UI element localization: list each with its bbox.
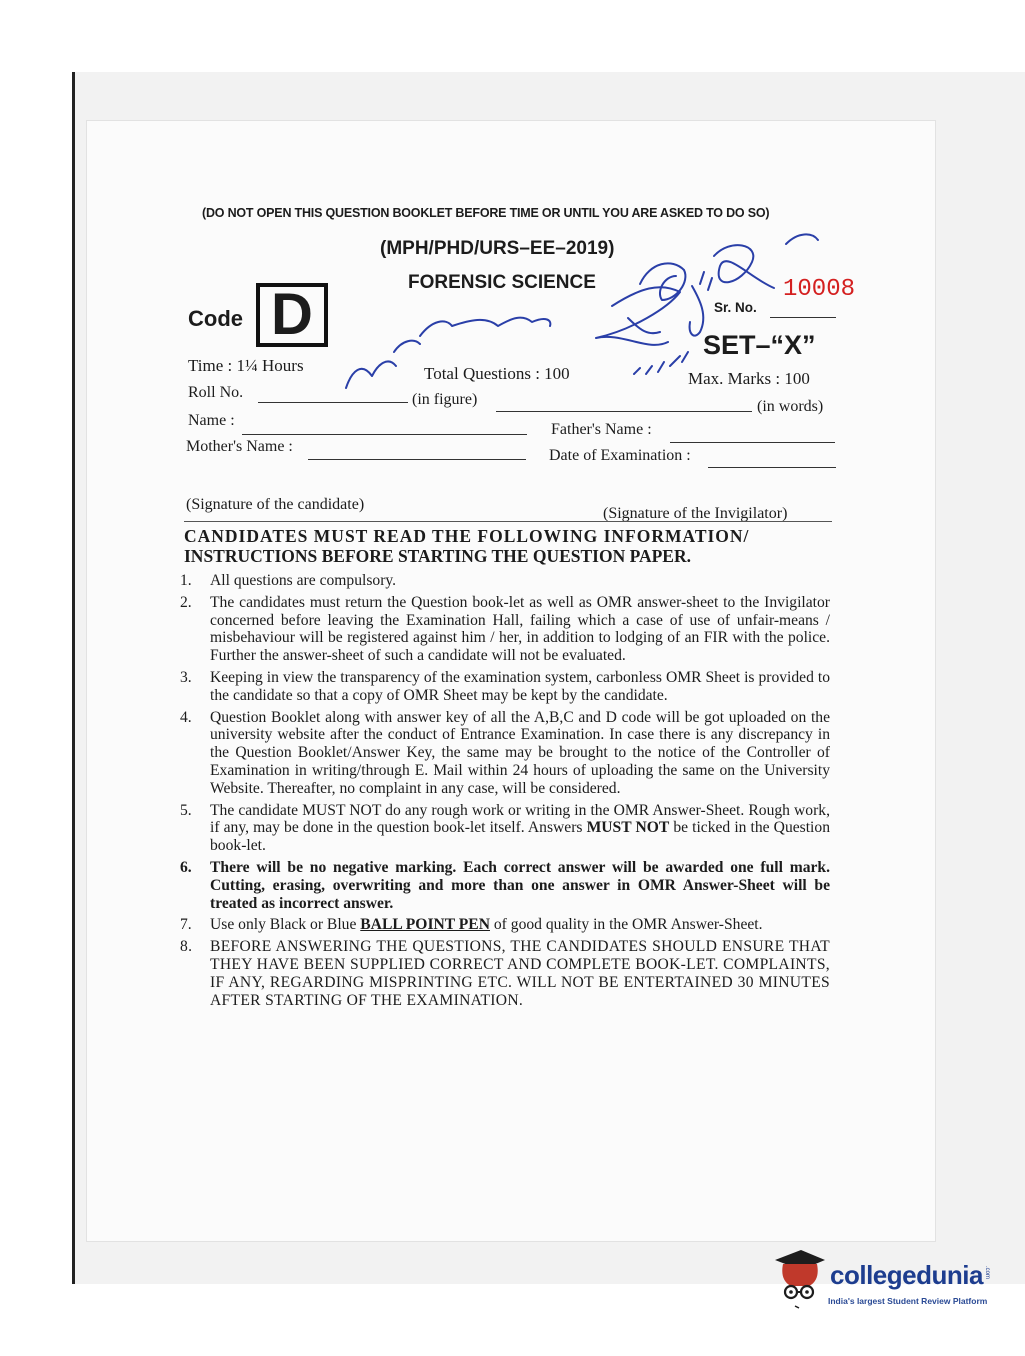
exam-title: (MPH/PHD/URS–EE–2019) [380,238,615,259]
brand-domain: .com [984,1266,990,1280]
time-label: Time : 1¼ Hours [188,356,304,375]
fathers-name-label: Father's Name : [551,421,652,438]
set-label: SET–“X” [703,330,816,360]
instruction-text: Question Booklet along with answer key of all the A,B,C and D code will be got uploaded on the university website after the conduct of Entrance Examination. In case there is any discrepancy in the Question Booklet/Answer Key, the same may be brought to the notice of the Controller of Examination in writing/through E. Mail within 24 hours of uploading the same on the University Website. Thereafter, no complaint in any case, will be considered. [210,708,830,797]
instruction-text: All questions are compulsory. [210,572,397,589]
instruction-text: BEFORE ANSWERING THE QUESTIONS, THE CANDIDATES SHOULD ENSURE THAT THEY HAVE BEEN SUPPLIED CORRECT AND COMPLETE BOOK-LET. COMPLAINTS, IF ANY, REGARDING MISPRINTING ETC. WILL NOT BE ENTERTAINED 30 MINUTES AFTER STARTING OF THE EXAMINATION. [210,938,830,1009]
instruction-number: 4. [180,708,192,726]
instructions-heading-line-2: INSTRUCTIONS BEFORE STARTING THE QUESTION PAPER. [184,546,691,566]
total-questions: Total Questions : 100 [424,364,570,383]
brand-name: collegedunia [830,1260,983,1290]
sr-no-label: Sr. No. [714,300,757,315]
subject-title: FORENSIC SCIENCE [408,272,596,293]
in-figure-label: (in figure) [412,391,478,408]
date-of-exam-label: Date of Examination : [549,447,691,464]
signature-mark [596,287,680,345]
instruction-number: 5. [180,801,192,819]
mothers-name-label: Mother's Name : [186,438,293,455]
signature-mark [786,234,818,244]
instruction-text: be ticked in the Question book-let. [210,819,830,855]
instruction-text: Keeping in view the transparency of the examination system, carbonless OMR Sheet is provided to the candidate so that a copy of OMR Sheet may be kept by the candidate. [210,668,830,704]
scribble-note [346,318,550,388]
instruction-text: of good quality in the OMR Answer-Sheet. [489,916,763,934]
name-label: Name : [188,412,235,429]
signature-mark [690,286,704,336]
invigilator-signature-label: (Signature of the Invigilator) [603,505,788,522]
instruction-number: 8. [180,938,193,956]
instruction-number: 6. [180,858,192,876]
instruction-number: 2. [180,593,192,611]
instruction-text: The candidate MUST NOT do any rough work or writing in the OMR Answer-Sheet. Rough work, if any, may be done in the question book-let itself. Answers [210,801,830,837]
instruction-text: The candidates must return the Question book-let as well as OMR answer-sheet to the Invigilator concerned before leaving the Examination Hall, failing which a case of use of unfair-means / misbehaviour will be registered against him / her, in addition to lodging of an FIR with the police. Further the answer-sheet of such a candidate will not be evaluated. [210,593,830,665]
instruction-number: 1. [180,572,192,589]
graduate-mascot-icon [771,1248,827,1314]
date-scrawl [700,272,712,290]
code-label: Code [188,306,243,331]
signature-mark [714,245,774,288]
instructions-heading-line-1: CANDIDATES MUST READ THE FOLLOWING INFORMATION/ [184,526,750,546]
booklet-notice: (DO NOT OPEN THIS QUESTION BOOKLET BEFORE TIME OR UNTIL YOU ARE ASKED TO DO SO) [202,206,770,220]
candidate-signature-label: (Signature of the candidate) [186,496,365,513]
date-scrawl [634,352,688,374]
instruction-text: Use only Black or Blue [210,916,361,934]
serial-number: 10008 [783,276,856,303]
instruction-number: 3. [180,668,192,686]
brand-tagline: India's largest Student Review Platform [828,1296,988,1306]
instruction-text: There will be no negative marking. Each correct answer will be awarded one full mark. Cutting, erasing, overwriting and more than one answer in OMR Answer-Sheet will be treated as incorrect answer. [210,858,830,912]
instruction-number: 7. [180,916,192,934]
max-marks: Max. Marks : 100 [688,369,810,388]
code-box: D [256,283,328,347]
instruction-emphasis: MUST NOT [586,819,670,837]
instruction-emphasis: BALL POINT PEN [360,916,490,934]
roll-no-label: Roll No. [188,384,244,401]
in-words-label: (in words) [757,398,824,415]
